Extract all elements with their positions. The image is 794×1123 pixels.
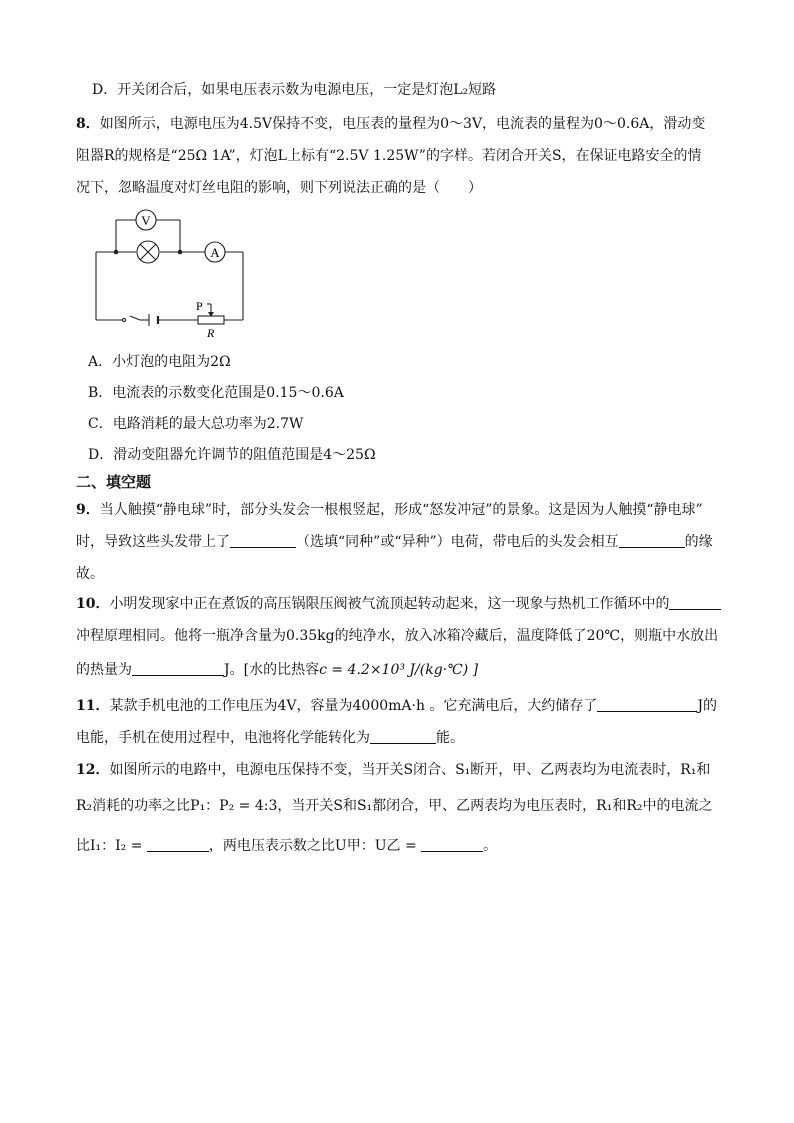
rheostat-symbol <box>198 316 224 324</box>
q12-blank-1[interactable] <box>147 837 209 852</box>
q9-text-2b: （选填“同种”或“异种”）电荷，带电后的头发会相互 <box>296 534 619 550</box>
q12-text-3a: 比I₁：I₂ = <box>76 838 147 854</box>
q8-option-a: A．小灯泡的电阻为2Ω <box>88 354 231 370</box>
q10-blank-2[interactable] <box>132 661 224 676</box>
q9-line1 <box>76 500 703 520</box>
resistor-label: R <box>207 326 215 340</box>
q12-text-1: 如图所示的电路中，电源电压保持不变，当开关S闭合、S₁断开，甲、乙两表均为电流表时，R₁和 <box>109 762 711 778</box>
q10-text-1: 小明发现家中正在煮饭的高压锅限压阀被气流顶起转动起来，这一现象与热机工作循环中的 <box>109 596 670 612</box>
q9-text-1: 当人触摸“静电球”时，部分头发会一根根竖起，形成“怒发冲冠”的景象。这是因为人触摸“静电球” <box>99 502 703 518</box>
section-heading: 二、填空题 <box>76 473 152 491</box>
q12-line1 <box>76 760 710 780</box>
q12-line3 <box>76 836 497 856</box>
q9-line3: 故。 <box>76 566 104 582</box>
q8-text-1: 如图所示，电源电压为4.5V保持不变，电压表的量程为0～3V，电流表的量程为0～0.6A，滑动变 <box>99 116 706 132</box>
q9-number: 9． <box>76 502 100 518</box>
q9-text-2a: 时，导致这些头发带上了 <box>76 534 230 550</box>
q8-option-d: D．滑动变阻器允许调节的阻值范围是4～25Ω <box>88 447 376 463</box>
q10-text-3b: J。[水的比热容 <box>224 662 320 678</box>
q10-line1 <box>76 594 721 614</box>
q10-text-3a: 的热量为 <box>76 662 132 678</box>
q8-line1 <box>76 114 705 134</box>
q11-blank-2[interactable] <box>370 729 436 744</box>
q9-line2 <box>76 532 713 552</box>
slider-label: P <box>196 299 203 313</box>
q8-option-c: C．电路消耗的最大总功率为2.7W <box>88 416 304 432</box>
q8-number: 8． <box>76 116 100 132</box>
q9-blank-1[interactable] <box>230 533 296 548</box>
voltmeter-label: V <box>141 213 151 228</box>
q11-blank-1[interactable] <box>597 697 697 712</box>
specific-heat-formula: c = 4.2×10³ J/(kg·℃) ] <box>319 662 479 678</box>
q9-blank-2[interactable] <box>619 533 685 548</box>
q11-text-1b: J的 <box>697 698 718 714</box>
q8-option-b: B．电流表的示数变化范围是0.15～0.6A <box>88 385 344 401</box>
q7-option-d: D．开关闭合后，如果电压表示数为电源电压，一定是灯泡L₂短路 <box>92 82 497 98</box>
q12-text-3b: ，两电压表示数之比U甲：U乙 = <box>208 838 422 854</box>
q10-number: 10． <box>76 596 110 612</box>
q12-number: 12． <box>76 762 110 778</box>
q10-line3 <box>76 660 478 680</box>
q12-blank-2[interactable] <box>421 837 483 852</box>
q10-line2: 冲程原理相同。他将一瓶净含量为0.35kg的纯净水，放入冰箱冷藏后，温度降低了20℃，则瓶中水放出 <box>76 628 719 644</box>
ammeter-label: A <box>210 245 220 260</box>
q11-text-1a: 某款手机电池的工作电压为4V，容量为4000mA·h 。它充满电后，大约储存了 <box>109 698 598 714</box>
q8-line2: 阻器R的规格是“25Ω 1A”，灯泡L上标有“2.5V 1.25W”的字样。若闭合开关S，在保证电路安全的情 <box>76 148 702 164</box>
q11-text-2a: 电能，手机在使用过程中，电池将化学能转化为 <box>76 730 370 746</box>
q12-line2: R₂消耗的功率之比P₁：P₂ = 4:3，当开关S和S₁都闭合，甲、乙两表均为电压表时，R₁和R₂中的电流之 <box>76 798 713 814</box>
q9-text-2c: 的缘 <box>684 534 713 550</box>
q12-text-3c: 。 <box>483 838 498 854</box>
q11-text-2b: 能。 <box>436 730 464 746</box>
q11-number: 11． <box>76 698 110 714</box>
q8-line3: 况下，忽略温度对灯丝电阻的影响，则下列说法正确的是（ ） <box>76 180 482 196</box>
q11-line2 <box>76 728 464 748</box>
q8-circuit-diagram <box>88 206 258 341</box>
q10-blank-1[interactable] <box>669 595 721 610</box>
q11-line1 <box>76 696 717 716</box>
